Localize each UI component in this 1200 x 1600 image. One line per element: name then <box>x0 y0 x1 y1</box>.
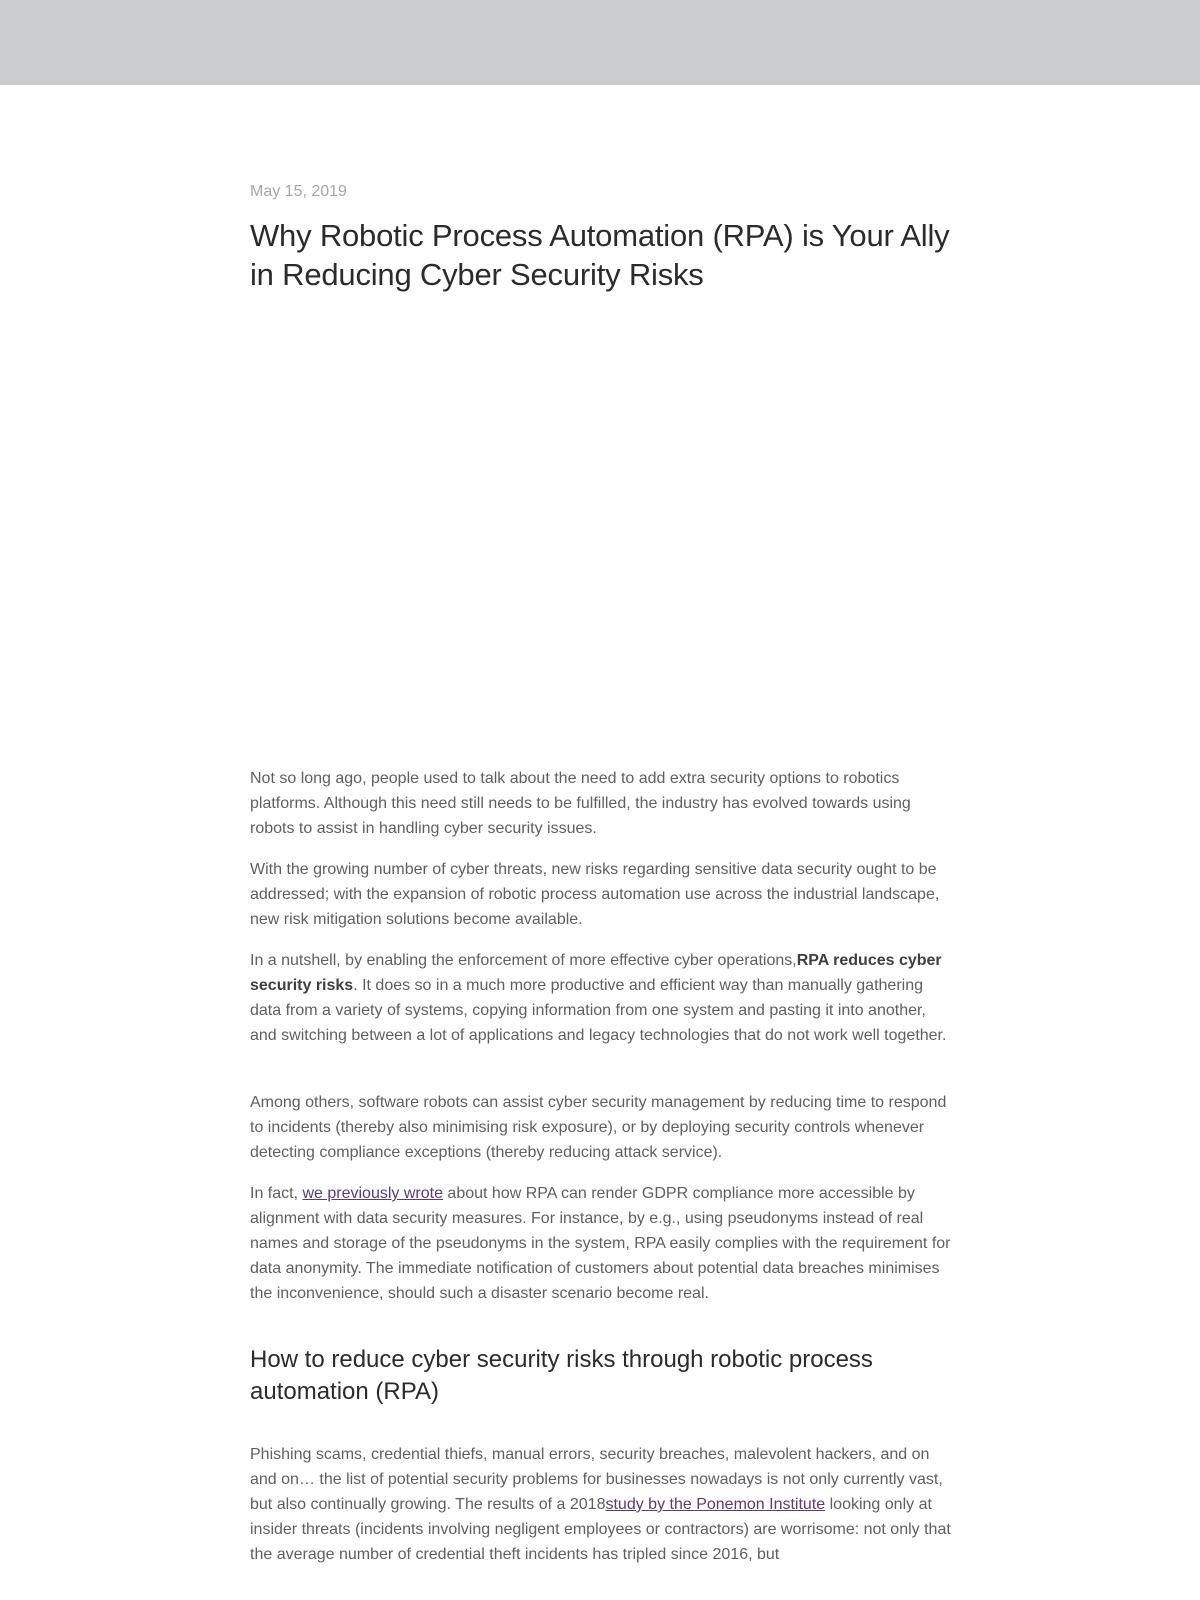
article-title: Why Robotic Process Automation (RPA) is Your Ally in Reducing Cyber Security Risks <box>250 218 950 292</box>
paragraph-6 <box>250 1442 956 1567</box>
previously-wrote-link[interactable]: we previously wrote <box>302 1185 443 1202</box>
ponemon-study-link[interactable]: study by the Ponemon Institute <box>605 1496 826 1513</box>
article-date: May 15, 2019 <box>250 183 347 200</box>
paragraph-2: With the growing number of cyber threats, new risks regarding sensitive data security ought to be addressed; with the expansion of robotic process automation use across the industrial landscape, new risk mitigation solutions become available. <box>250 861 940 928</box>
hero-image-area <box>250 294 956 766</box>
paragraph-1: Not so long ago, people used to talk about the need to add extra security options to robotics platforms. Although this need still needs to be fulfilled, the industry has evolved towards using robots to assist in handling cyber security issues. <box>250 770 911 837</box>
paragraph-5 <box>250 1181 956 1306</box>
paragraph-4: Among others, software robots can assist cyber security management by reducing time to respond to incidents (thereby also minimising risk exposure), or by deploying security controls whenever detecting compliance exceptions (thereby reducing attack service). <box>250 1094 947 1161</box>
paragraph-3 <box>250 948 956 1048</box>
paragraph-3-text-a: In a nutshell, by enabling the enforcement of more effective cyber operations, <box>250 952 797 969</box>
paragraph-6-text-b: looking only at insider threats (incidents involving negligent employees or contractors) are worrisome: not only that the average number of credential theft incidents has tripled since 2016, but <box>250 1496 951 1563</box>
paragraph-5-text-a: In fact, <box>250 1185 303 1202</box>
top-header-bar <box>0 0 1200 85</box>
paragraph-6-text-a: Phishing scams, credential thiefs, manual errors, security breaches, malevolent hackers, and on and on… the list of potential security problems for businesses nowadays is not only currently vast, but also continually growing. The results of a 2018 <box>250 1446 943 1513</box>
paragraph-5-text-b: about how RPA can render GDPR compliance more accessible by alignment with data security measures. For instance, by e.g., using pseudonyms instead of real names and storage of the pseudonyms in the system, RPA easily complies with the requirement for data anonymity. The immediate notification of customers about potential data breaches minimises the inconvenience, should such a disaster scenario become real. <box>250 1185 951 1302</box>
section-heading: How to reduce cyber security risks through robotic process automation (RPA) <box>250 1346 873 1405</box>
paragraph-3-bold: RPA reduces cyber security risks <box>250 952 942 994</box>
paragraph-3-text-b: . It does so in a much more productive and efficient way than manually gathering data from a variety of systems, copying information from one system and pasting it into another, and switching between a lot of applications and legacy technologies that do not work well together. <box>250 977 947 1044</box>
article <box>250 180 956 1583</box>
